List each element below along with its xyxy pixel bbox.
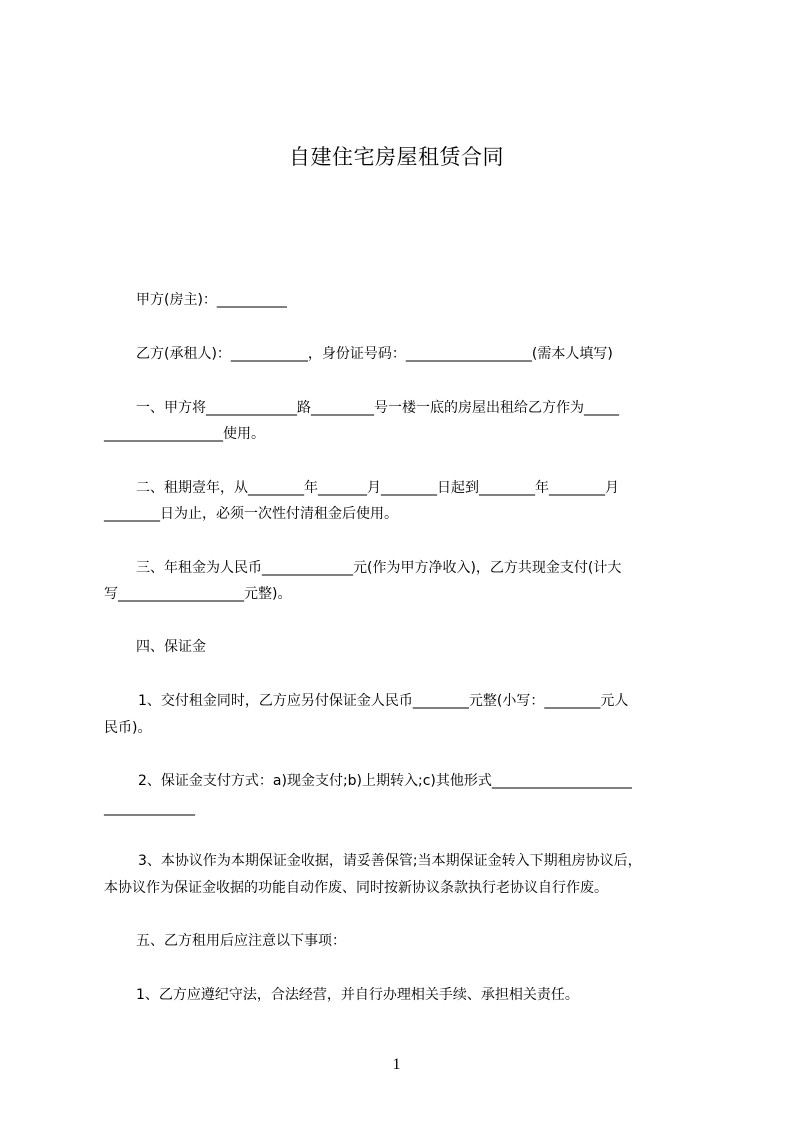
- clause-3-line-1: 三、年租金为人民币_____________元(作为甲方净收入)，乙方共现金支付(计大: [136, 560, 622, 576]
- clause-4-2-line-2: _____________: [104, 800, 195, 816]
- party-b-line: 乙方(承租人)：___________，身份证号码：__________________(需本人填写): [136, 346, 613, 362]
- clause-2-line-2: ________日为止，必须一次性付清租金后使用。: [104, 506, 398, 522]
- clause-4-3-line-1: 3、本协议作为本期保证金收据，请妥善保管;当本期保证金转入下期租房协议后，: [138, 853, 642, 869]
- document-title: 自建住宅房屋租赁合同: [289, 145, 504, 169]
- page-number: 1: [392, 1056, 401, 1073]
- clause-1-line-1: 一、甲方将_____________路_________号一楼一底的房屋出租给乙方作为_____: [136, 400, 619, 416]
- clause-3-line-2: 写__________________元整)。: [104, 586, 292, 602]
- clause-5-1-line: 1、乙方应遵纪守法，合法经营，并自行办理相关手续、承担相关责任。: [136, 987, 579, 1003]
- clause-4-heading: 四、保证金: [136, 639, 206, 655]
- clause-5-heading: 五、乙方租用后应注意以下事项：: [136, 933, 346, 949]
- clause-4-1-line-2: 民币)。: [104, 720, 152, 736]
- clause-2-line-1: 二、租期壹年，从________年_______月________日起到________年________月: [136, 480, 619, 496]
- clause-4-1-line-1: 1、交付租金同时，乙方应另付保证金人民币________元整(小写：________元人: [138, 693, 629, 709]
- clause-1-line-2: _________________使用。: [104, 426, 265, 442]
- party-a-line: 甲方(房主)：__________: [136, 292, 287, 308]
- clause-4-3-line-2: 本协议作为保证金收据的功能自动作废、同时按新协议条款执行老协议自行作废。: [104, 880, 608, 896]
- clause-4-2-line-1: 2、保证金支付方式：a)现金支付;b)上期转入;c)其他形式____________________: [138, 773, 632, 789]
